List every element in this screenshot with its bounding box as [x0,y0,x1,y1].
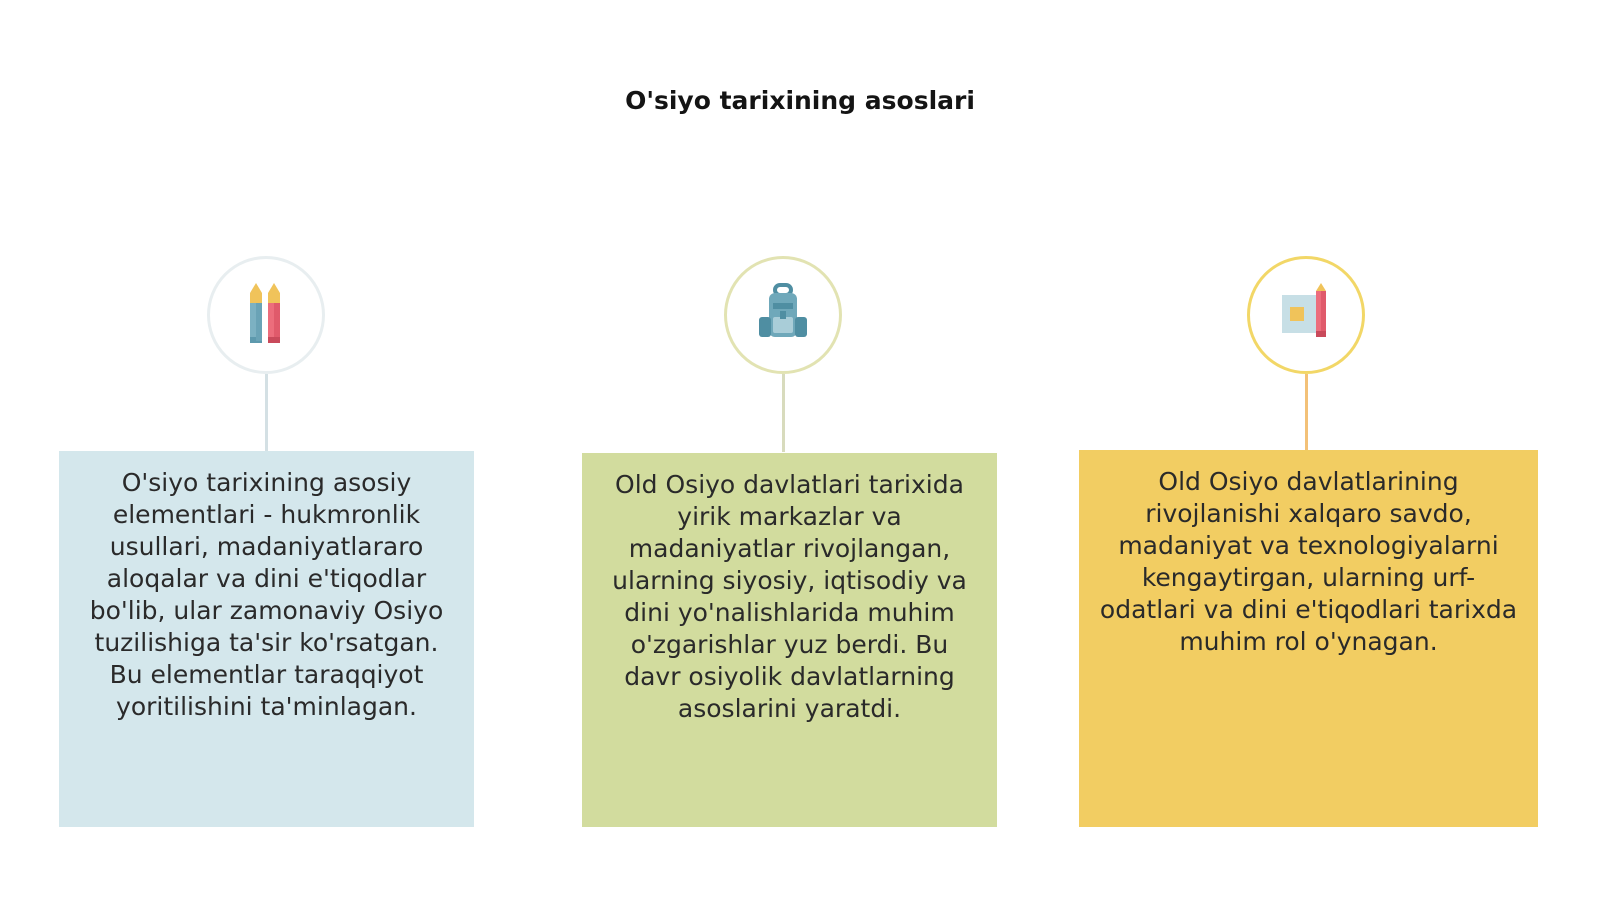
step-1-card [59,451,474,827]
step-1-stem [265,374,268,452]
step-1-text: O'siyo tarixining asosiy elementlari - hukmronlik usullari, madaniyatlararo aloqalar va dini e'tiqodlar bo'lib, ular zamonaviy Osiyo tuzilishiga ta'sir ko'rsatgan. Bu elementlar taraqqiyot yoritilishini ta'minlagan. [89,468,444,721]
step-2-stem [782,374,785,452]
step-1-circle [207,256,325,374]
pencils-icon [236,283,296,347]
step-3-circle [1247,256,1365,374]
step-3-text: Old Osiyo davlatlarining rivojlanishi xalqaro savdo, madaniyat va texnologiyalarni kengaytirgan, ularning urf-odatlari va dini e'tiqodlari tarixda muhim rol o'ynagan. [1099,467,1518,656]
step-3-stem [1305,374,1308,450]
paper-pencil-icon [1274,283,1338,347]
step-2-text: Old Osiyo davlatlari tarixida yirik markazlar va madaniyatlar rivojlangan, ularning siyosiy, iqtisodiy va dini yo'nalishlarida muhim o'zgarishlar yuz berdi. Bu davr osiyolik davlatlarning asoslarini yaratdi. [612,470,967,723]
slide-title: O'siyo tarixining asoslari [625,86,975,115]
step-2-circle [724,256,842,374]
step-2-card [582,453,997,827]
step-3-card [1079,450,1538,827]
backpack-icon [751,283,815,347]
